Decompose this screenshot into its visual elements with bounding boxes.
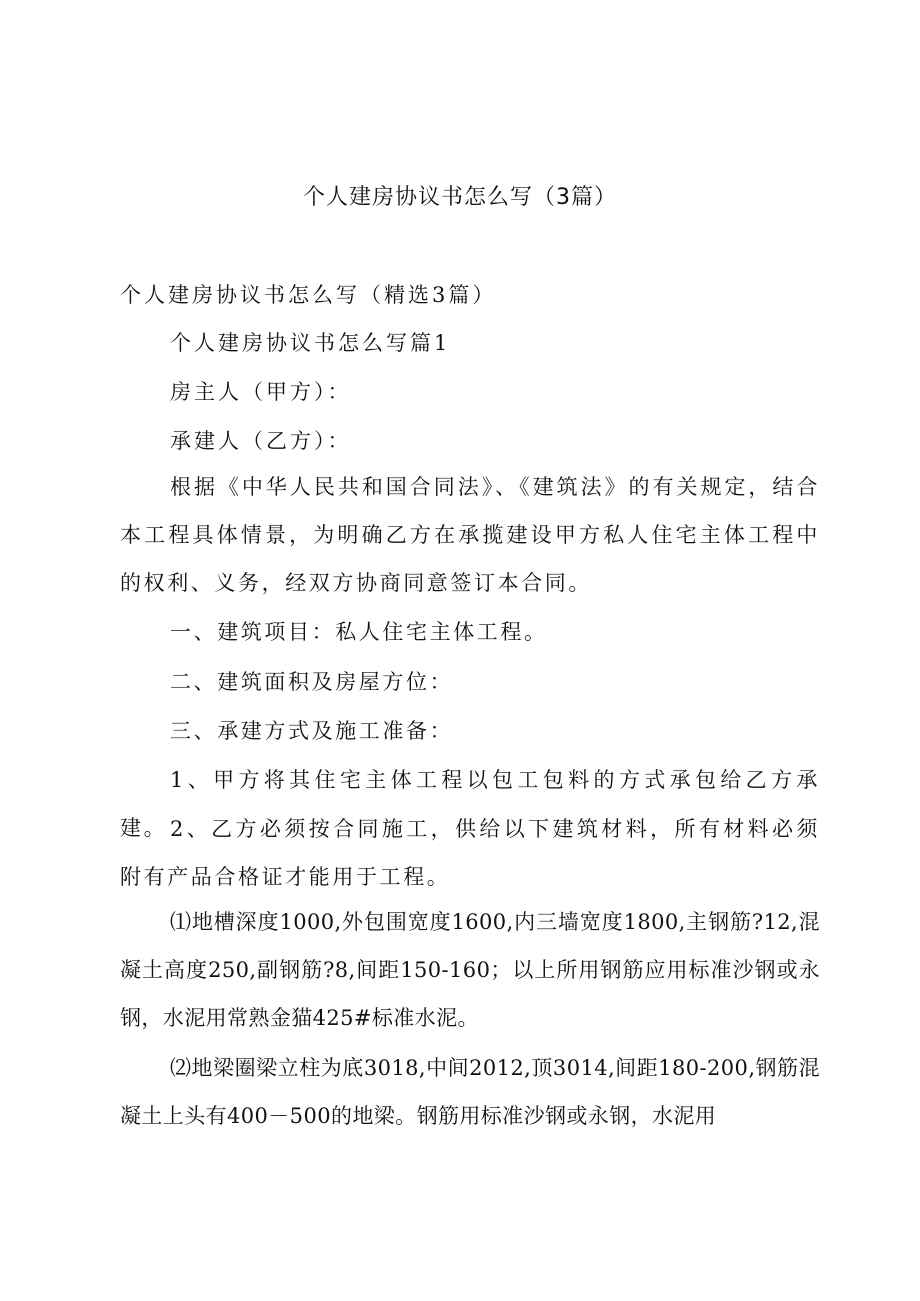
article-heading: 个人建房协议书怎么写篇1 [170,331,451,355]
party-a-line: 房主人（甲方）： [170,380,352,404]
paragraph-subitem-1: ⑴地槽深度1000,外包围宽度1600,内三墙宽度1800,主钢筋?12,混凝土高度250,副钢筋?8,间距150-160；以上所用钢筋应用标准沙钢或永钢，水泥用常熟金猫425#标准水泥。 [120,910,820,1030]
paragraph-section-2: 二、建筑面积及房屋方位： [170,670,454,694]
paragraph-item-2: 2、乙方必须按合同施工，供给以下建筑材料，所有材料必须附有产品合格证才能用于工程。 [120,817,820,889]
document-title: 个人建房协议书怎么写（3篇） [303,185,617,210]
paragraph-subitem-2: ⑵地梁圈梁立柱为底3018,中间2012,顶3014,间距180-200,钢筋混凝土上头有400－500的地梁。钢筋用标准沙钢或永钢，水泥用 [120,1056,820,1128]
document-subtitle: 个人建房协议书怎么写（精选3篇） [120,283,497,307]
paragraph-section-1: 一、建筑项目：私人住宅主体工程。 [170,620,548,644]
paragraph-item-1: 1、甲方将其住宅主体工程以包工包料的方式承包给乙方承建。 [120,768,820,840]
paragraph-preamble: 根据《中华人民共和国合同法》、《建筑法》的有关规定，结合本工程具体情景，为明确乙方在承揽建设甲方私人住宅主体工程中的权利、义务，经双方协商同意签订本合同。 [120,475,820,595]
party-b-line: 承建人（乙方）： [170,429,352,453]
paragraph-section-3: 三、承建方式及施工准备： [170,719,454,743]
